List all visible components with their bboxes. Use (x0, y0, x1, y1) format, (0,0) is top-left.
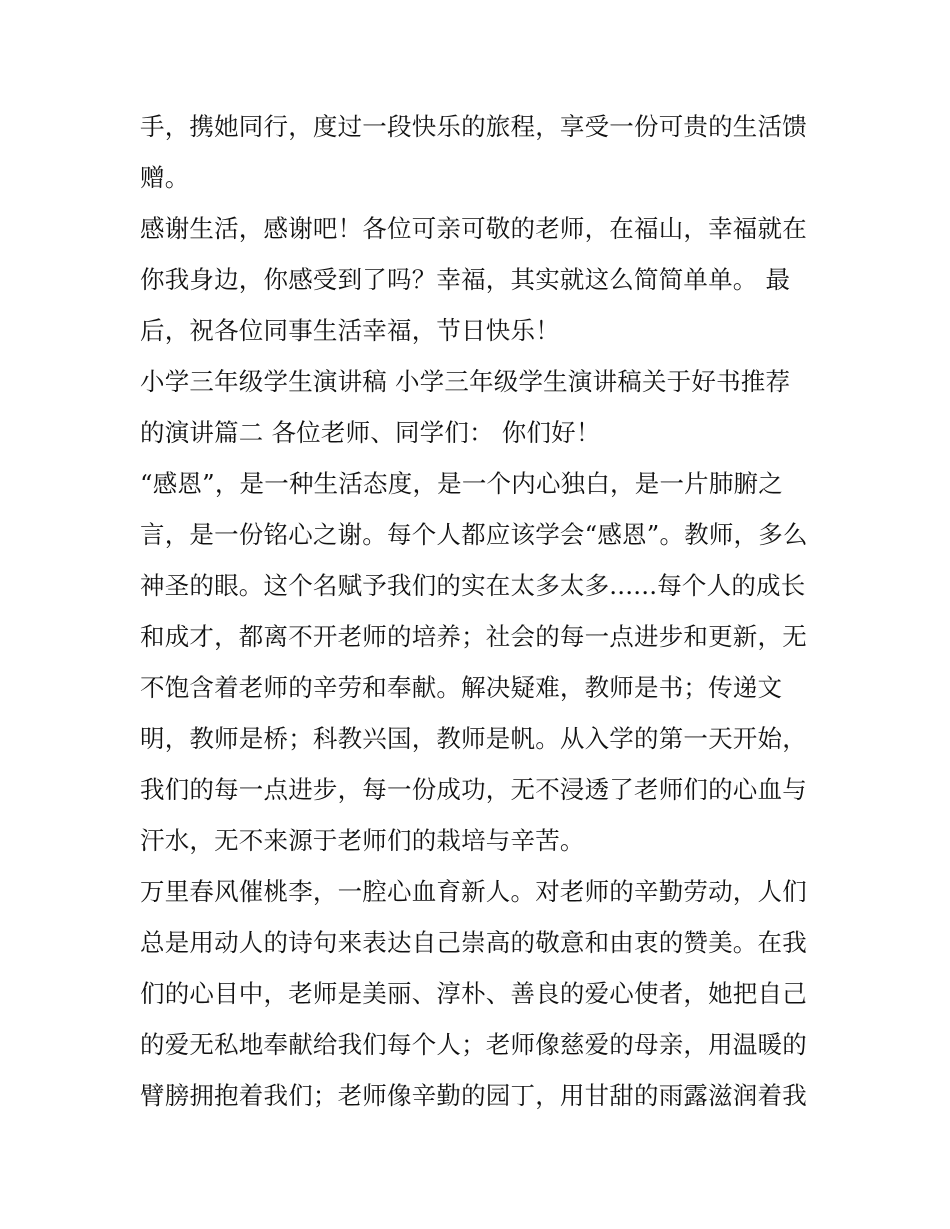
text-line: 我们的每一点进步，每一份成功，无不浸透了老师们的心血与 (140, 775, 807, 804)
text-line: 神圣的眼。这个名赋予我们的实在太多太多......每个人的成长 (140, 571, 806, 600)
text-line: 汗水，无不来源于老师们的栽培与辛苦。 (140, 826, 585, 855)
text-line: 小学三年级学生演讲稿 小学三年级学生演讲稿关于好书推荐 (140, 367, 791, 396)
text-line: 和成才，都离不开老师的培养；社会的每一点进步和更新，无 (140, 622, 807, 651)
document-body (140, 101, 820, 1121)
text-line: 赠。 (140, 163, 190, 192)
text-line: 手，携她同行，度过一段快乐的旅程，享受一份可贵的生活馈 (140, 112, 807, 141)
text-line: 不饱含着老师的辛劳和奉献。解决疑难，教师是书；传递文 (140, 673, 783, 702)
text-line: 明，教师是桥；科教兴国，教师是帆。从入学的第一天开始， (140, 724, 807, 753)
text-line: 后，祝各位同事生活幸福，节日快乐！ (140, 316, 560, 345)
text-line: 臂膀拥抱着我们；老师像辛勤的园丁，用甘甜的雨露滋润着我 (140, 1081, 807, 1110)
text-line: 总是用动人的诗句来表达自己崇高的敬意和由衷的赞美。在我 (140, 928, 807, 957)
text-line: 的演讲篇二 各位老师、同学们： 你们好！ (140, 418, 601, 447)
text-line: 感谢生活，感谢吧！各位可亲可敬的老师，在福山，幸福就在 (140, 214, 807, 243)
text-line: 的爱无私地奉献给我们每个人；老师像慈爱的母亲，用温暖的 (140, 1030, 807, 1059)
text-line: 万里春风催桃李，一腔心血育新人。对老师的辛勤劳动，人们 (140, 877, 807, 906)
text-line: “感恩”，是一种生活态度，是一个内心独白，是一片肺腑之 (140, 469, 783, 498)
text-line: 言，是一份铭心之谢。每个人都应该学会“感恩”。教师，多么 (140, 520, 808, 549)
text-line: 你我身边，你感受到了吗？幸福，其实就这么简简单单。 最 (140, 265, 791, 294)
text-line: 们的心目中，老师是美丽、淳朴、善良的爱心使者，她把自己 (140, 979, 807, 1008)
